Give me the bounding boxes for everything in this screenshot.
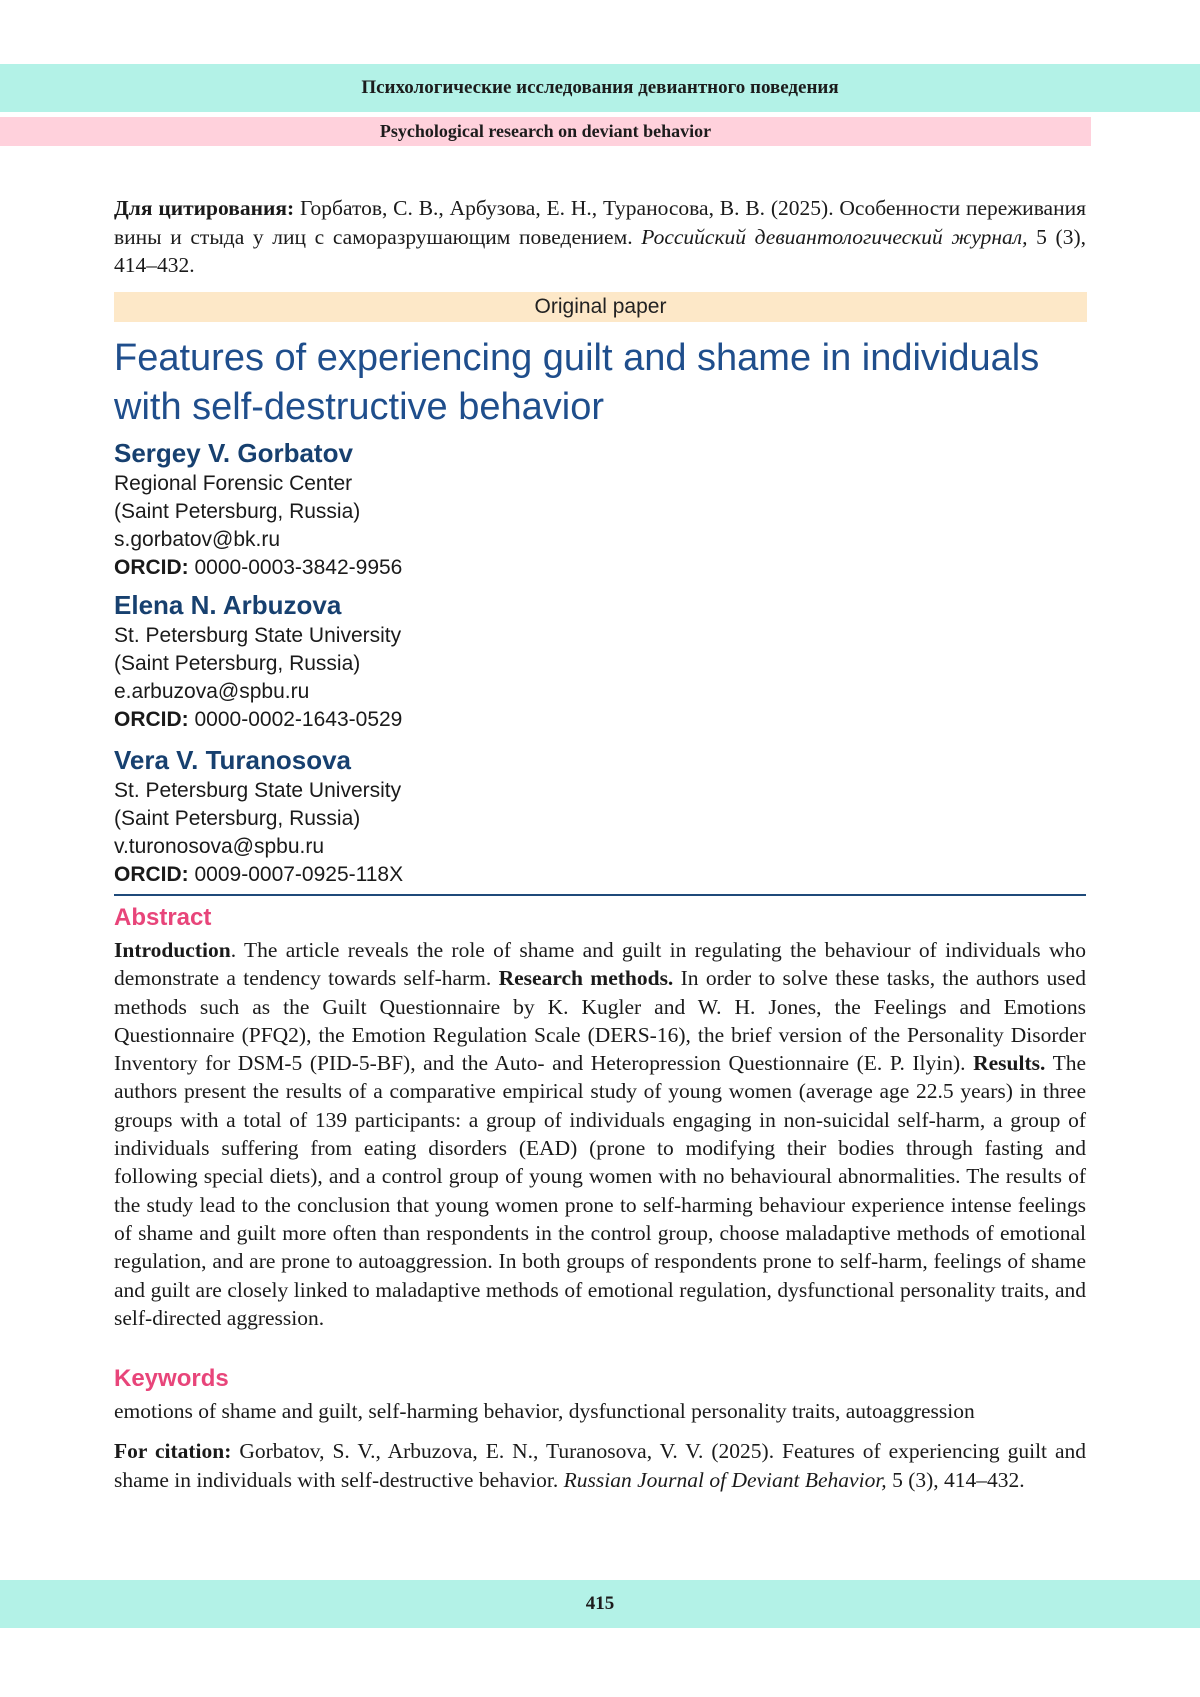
author-email[interactable]: e.arbuzova@spbu.ru [114,680,310,703]
keywords-list: emotions of shame and guilt, self-harming behavior, dysfunctional personality traits, autoaggression [114,1399,975,1423]
page-number: 415 [585,1593,615,1614]
orcid-label: ORCID: [114,863,189,886]
citation-en-authors: Gorbatov, S. V., Arbuzova, E. N., Turanosova, V. V. (2025). Features of experiencing guilt and shame in individuals with self-destructive behavior. [114,1439,1086,1492]
orcid-label: ORCID: [114,556,189,579]
author-block-2 [114,589,714,734]
running-header-en [0,117,1091,146]
abstract-body [114,936,1086,1332]
author-orcid [114,861,714,889]
orcid-label: ORCID: [114,708,189,731]
abstract-methods-label: Research methods. [498,966,674,991]
author-location: (Saint Petersburg, Russia) [114,500,361,523]
author-orcid [114,706,714,734]
paper-type-banner [114,292,1087,322]
author-name: Vera V. Turanosova [114,745,352,775]
paper-type: Original paper [534,295,667,318]
orcid-id[interactable]: 0000-0003-3842-9956 [188,556,403,579]
author-email[interactable]: s.gorbatov@bk.ru [114,528,281,551]
section-title-ru: Психологические исследования девиантного поведения [361,77,839,98]
abstract-results-text: The authors present the results of a comparative empirical study of young women (average age 22.5 years) in three groups with a total of 139 participants: a group of individuals engaging in non-suicidal self-harm, a group of individuals suffering from eating disorders (EAD) (prone to modifying their bodies through fasting and following special diets), and a control group of young women with no behavioural abnormalities. The results of the study lead to the conclusion that young women prone to self-harming behaviour experience intense feelings of shame and guilt more often than respondents in the control group, choose maladaptive methods of emotional regulation, and are prone to autoaggression. In both groups of respondents prone to self-harm, feelings of shame and guilt are closely linked to maladaptive methods of emotional regulation, dysfunctional personality traits, and self-directed aggression. [114,1051,1086,1330]
author-name: Sergey V. Gorbatov [114,438,353,468]
citation-ru-label: Для цитирования: [114,196,295,220]
article-title: Features of experiencing guilt and shame in individuals with self-destructive behavior [114,337,1040,428]
author-block-1 [114,437,714,582]
citation-ru-tail: 5 (3), 414–432. [114,224,1087,277]
abstract-heading: Abstract [114,904,212,931]
section-title-en: Psychological research on deviant behavior [379,121,712,141]
author-name: Elena N. Arbuzova [114,590,342,620]
abstract-methods-text: In order to solve these tasks, the authors used methods such as the Guilt Questionnaire by K. Kugler and W. H. Jones, the Feelings and Emotions Questionnaire (PFQ2), the Emotion Regulation Scale (DERS-16), the brief version of the Personality Disorder Inventory for DSM-5 (PID-5-BF), and the Auto- and Heteropression Questionnaire (E. P. Ilyin). [114,966,1086,1076]
author-orcid [114,554,714,582]
abstract-results-label: Results. [973,1051,1046,1076]
abstract-intro-text: . The article reveals the role of shame and guilt in regulating the behaviour of individuals who demonstrate a tendency towards self-harm. [114,938,1086,991]
citation-en-label: For citation: [114,1439,232,1463]
orcid-id[interactable]: 0009-0007-0925-118X [188,863,404,886]
keywords-heading: Keywords [114,1365,229,1392]
author-block-3 [114,744,714,889]
citation-en-tail: 5 (3), 414–432. [886,1467,1025,1492]
author-location: (Saint Petersburg, Russia) [114,807,361,830]
page-footer [0,1580,1200,1628]
author-email[interactable]: v.turonosova@spbu.ru [114,835,325,858]
citation-ru-journal: Российский девиантологический журнал, [641,224,1028,249]
citation-ru-authors: Горбатов, С. В., Арбузова, Е. Н., Тураносова, В. В. (2025). Особенности переживания вины и стыда у лиц с саморазрушающим поведением. [114,196,1087,249]
abstract-intro-label: Introduction [114,938,231,962]
running-header-ru [0,64,1200,112]
author-affiliation: Regional Forensic Center [114,472,353,495]
section-divider [114,894,1086,896]
author-affiliation: St. Petersburg State University [114,779,402,802]
citation-en [114,1437,1086,1494]
author-affiliation: St. Petersburg State University [114,624,402,647]
author-location: (Saint Petersburg, Russia) [114,652,361,675]
citation-ru [114,194,1086,280]
citation-en-journal: Russian Journal of Deviant Behavior, [563,1467,887,1492]
orcid-id[interactable]: 0000-0002-1643-0529 [188,708,403,731]
